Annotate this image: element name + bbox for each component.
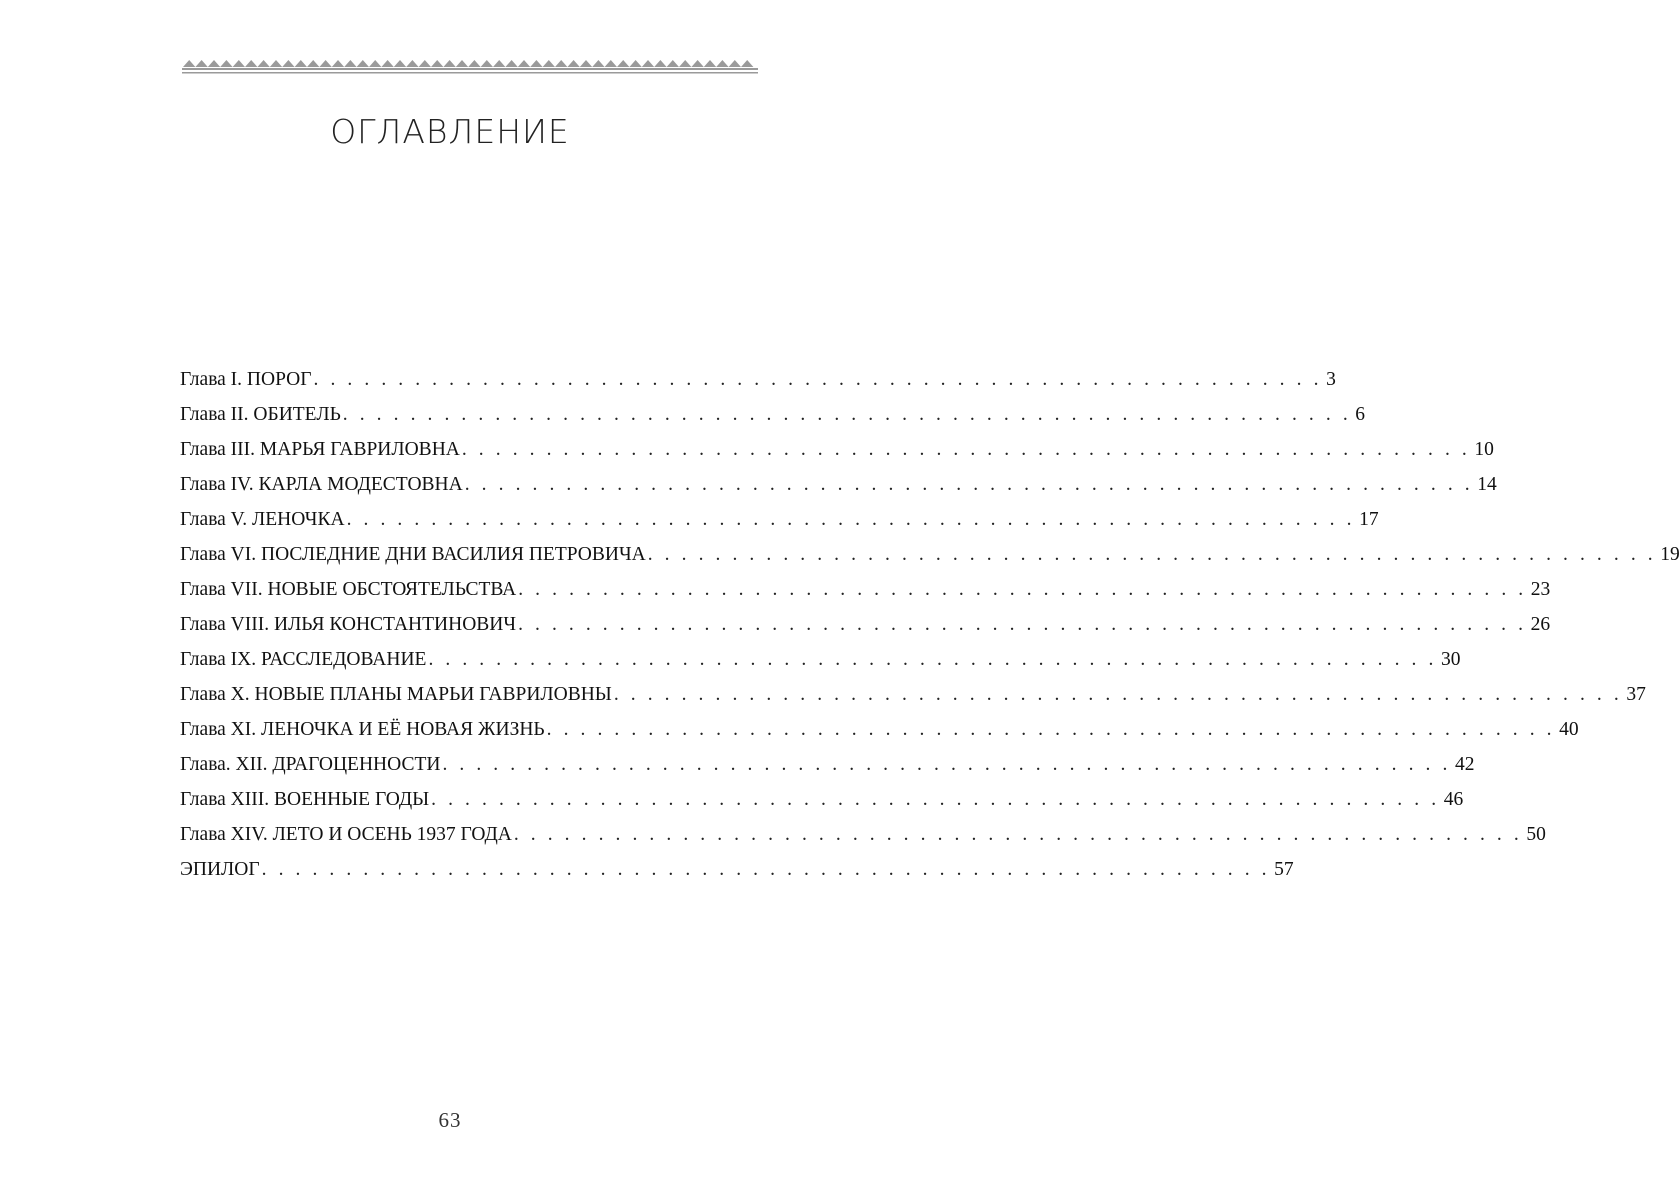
toc-entry <box>180 852 1294 887</box>
toc-leader-dots: . . . . . . . . . . . . . . . . . . . . . . . . . . . . . . . . . . . . . . . . . . . . . . . . . . . . . . . . . . . . <box>342 404 1352 425</box>
zigzag-ornament-icon <box>182 58 758 76</box>
toc-leader-dots: . . . . . . . . . . . . . . . . . . . . . . . . . . . . . . . . . . . . . . . . . . . . . . . . . . . . . . . . . . . . <box>647 544 1657 565</box>
toc-entry-title: Глава I. ПОРОГ <box>180 369 312 390</box>
toc-entry-title: Глава XIII. ВОЕННЫЕ ГОДЫ <box>180 789 430 810</box>
toc-entry <box>180 502 1379 537</box>
toc-leader-dots: . . . . . . . . . . . . . . . . . . . . . . . . . . . . . . . . . . . . . . . . . . . . . . . . . . . . . . . . . . . . <box>346 509 1356 530</box>
toc-entry-page: 26 <box>1530 614 1551 635</box>
toc-leader-dots: . . . . . . . . . . . . . . . . . . . . . . . . . . . . . . . . . . . . . . . . . . . . . . . . . . . . . . . . . . . . <box>461 439 1471 460</box>
toc-leader-dots: . . . . . . . . . . . . . . . . . . . . . . . . . . . . . . . . . . . . . . . . . . . . . . . . . . . . . . . . . . . . <box>513 824 1523 845</box>
table-of-contents <box>180 362 1680 887</box>
toc-leader-dots: . . . . . . . . . . . . . . . . . . . . . . . . . . . . . . . . . . . . . . . . . . . . . . . . . . . . . . . . . . . . <box>431 789 1440 810</box>
toc-entry <box>180 467 1497 502</box>
toc-entry <box>180 432 1494 467</box>
toc-leader-dots: . . . . . . . . . . . . . . . . . . . . . . . . . . . . . . . . . . . . . . . . . . . . . . . . . . . . . . . . . . . . <box>442 754 1451 775</box>
toc-entry-page: 19 <box>1660 544 1680 565</box>
toc-entry-page: 3 <box>1326 369 1336 390</box>
toc-leader-dots: . . . . . . . . . . . . . . . . . . . . . . . . . . . . . . . . . . . . . . . . . . . . . . . . . . . . . . . . . . . . <box>261 859 1271 880</box>
toc-entry <box>180 817 1546 852</box>
toc-leader-dots: . . . . . . . . . . . . . . . . . . . . . . . . . . . . . . . . . . . . . . . . . . . . . . . . . . . . . . . . . . . . <box>313 369 1323 390</box>
toc-entry <box>180 747 1475 782</box>
toc-entry-title: Глава V. ЛЕНОЧКА <box>180 509 345 530</box>
page-title: ОГЛАВЛЕНИЕ <box>330 112 570 151</box>
ornament-line <box>182 68 758 70</box>
toc-entry-title: Глава IV. КАРЛА МОДЕСТОВНА <box>180 474 463 495</box>
toc-entry-page: 10 <box>1474 439 1494 460</box>
toc-leader-dots: . . . . . . . . . . . . . . . . . . . . . . . . . . . . . . . . . . . . . . . . . . . . . . . . . . . . . . . . . . . . <box>518 614 1527 635</box>
toc-entry-title: Глава III. МАРЬЯ ГАВРИЛОВНА <box>180 439 460 460</box>
toc-entry-page: 23 <box>1530 579 1551 600</box>
toc-entry <box>180 397 1366 432</box>
toc-entry-page: 37 <box>1626 684 1646 705</box>
toc-entry <box>180 712 1579 747</box>
toc-entry-page: 17 <box>1359 509 1379 530</box>
toc-entry-page: 46 <box>1443 789 1464 810</box>
ornament-triangles <box>183 60 753 67</box>
page-number: 63 <box>438 1108 462 1132</box>
toc-leader-dots: . . . . . . . . . . . . . . . . . . . . . . . . . . . . . . . . . . . . . . . . . . . . . . . . . . . . . . . . . . . . <box>518 579 1527 600</box>
toc-leader-dots: . . . . . . . . . . . . . . . . . . . . . . . . . . . . . . . . . . . . . . . . . . . . . . . . . . . . . . . . . . . . <box>613 684 1623 705</box>
toc-entry-title: Глава IX. РАССЛЕДОВАНИЕ <box>180 649 427 670</box>
ornament-line-lower <box>182 72 758 74</box>
toc-entry <box>180 642 1461 677</box>
toc-entry <box>180 362 1336 397</box>
toc-entry <box>180 607 1551 642</box>
toc-entry <box>180 537 1680 572</box>
toc-entry-title: Глава VI. ПОСЛЕДНИЕ ДНИ ВАСИЛИЯ ПЕТРОВИЧА <box>180 544 646 565</box>
decorative-ornament-border <box>182 58 758 76</box>
toc-entry-title: Глава XIV. ЛЕТО И ОСЕНЬ 1937 ГОДА <box>180 824 512 845</box>
toc-entry-title: Глава VIII. ИЛЬЯ КОНСТАНТИНОВИЧ <box>180 614 517 635</box>
toc-leader-dots: . . . . . . . . . . . . . . . . . . . . . . . . . . . . . . . . . . . . . . . . . . . . . . . . . . . . . . . . . . . . <box>464 474 1474 495</box>
toc-entry-page: 6 <box>1355 404 1366 425</box>
toc-leader-dots: . . . . . . . . . . . . . . . . . . . . . . . . . . . . . . . . . . . . . . . . . . . . . . . . . . . . . . . . . . . . <box>546 719 1556 740</box>
toc-entry-page: 14 <box>1477 474 1497 495</box>
toc-entry-page: 50 <box>1526 824 1546 845</box>
toc-entry-page: 42 <box>1454 754 1475 775</box>
toc-entry-title: Глава II. ОБИТЕЛЬ <box>180 404 341 425</box>
toc-entry-page: 57 <box>1274 859 1294 880</box>
toc-entry-title: ЭПИЛОГ <box>180 859 260 880</box>
toc-entry-title: Глава. XII. ДРАГОЦЕННОСТИ <box>180 754 441 775</box>
toc-entry <box>180 782 1464 817</box>
toc-entry-title: Глава XI. ЛЕНОЧКА И ЕЁ НОВАЯ ЖИЗНЬ <box>180 719 545 740</box>
toc-entry-page: 40 <box>1559 719 1579 740</box>
toc-entry-title: Глава VII. НОВЫЕ ОБСТОЯТЕЛЬСТВА <box>180 579 517 600</box>
toc-entry <box>180 677 1646 712</box>
toc-leader-dots: . . . . . . . . . . . . . . . . . . . . . . . . . . . . . . . . . . . . . . . . . . . . . . . . . . . . . . . . . . . . <box>428 649 1437 670</box>
toc-entry-title: Глава X. НОВЫЕ ПЛАНЫ МАРЬИ ГАВРИЛОВНЫ <box>180 684 612 705</box>
toc-entry-page: 30 <box>1440 649 1461 670</box>
toc-entry <box>180 572 1551 607</box>
